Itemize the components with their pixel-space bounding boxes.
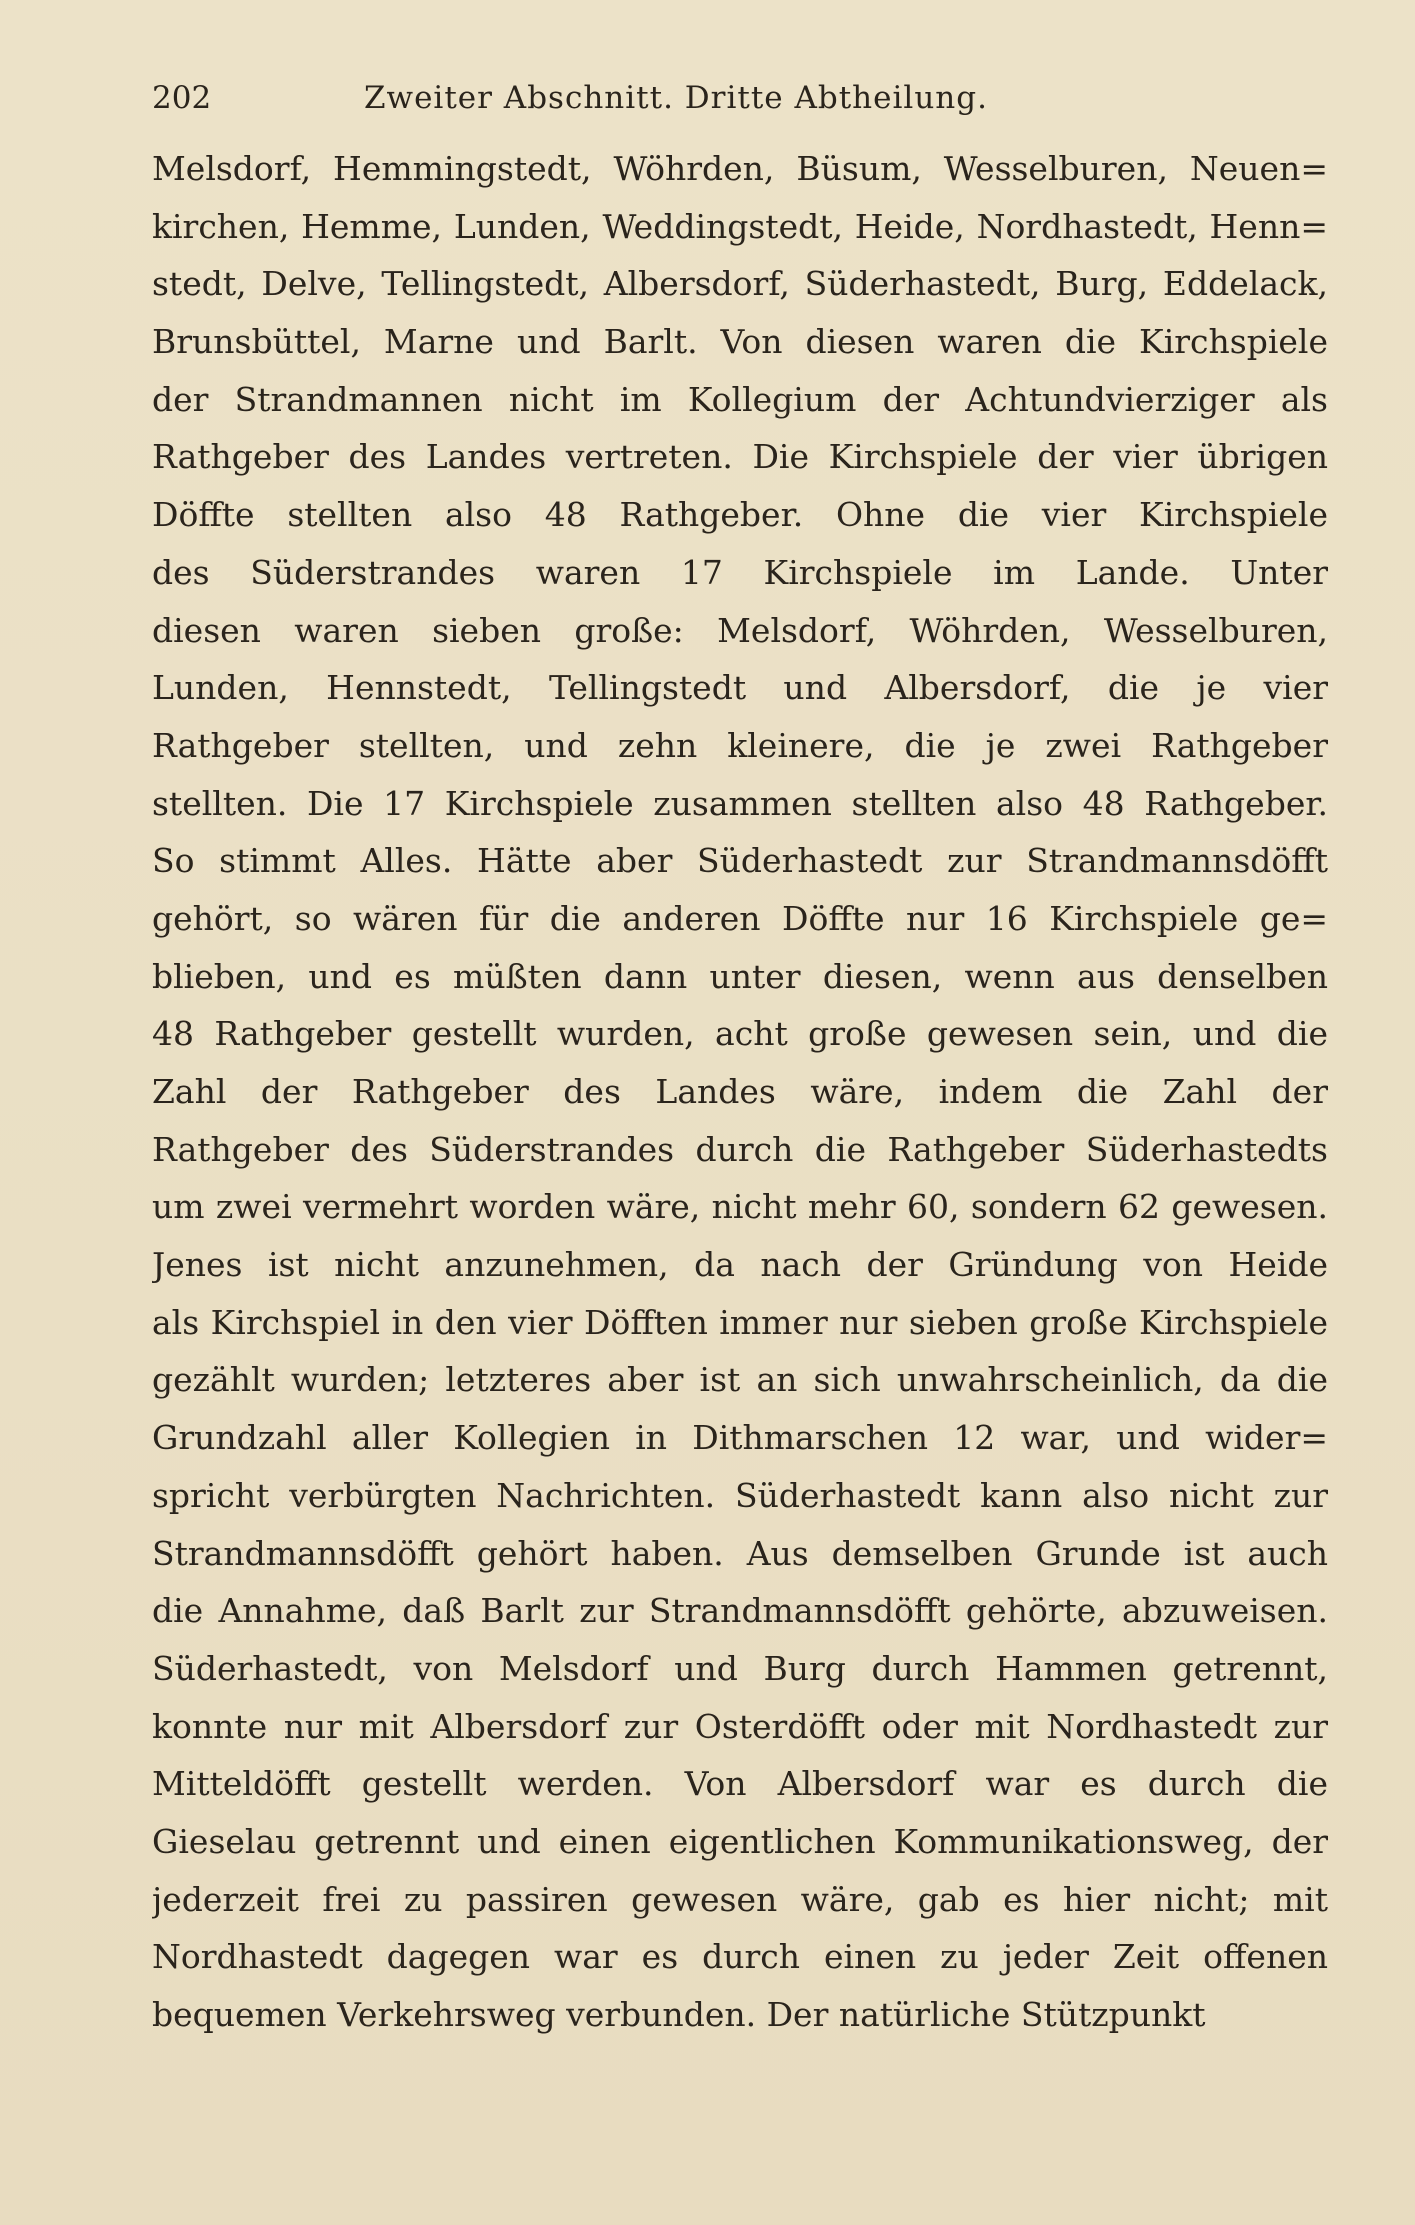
text-line: 48 Rathgeber gestellt wurden, acht große gewesen sein, und die (152, 1014, 1328, 1054)
text-line: um zwei vermehrt worden wäre, nicht mehr 60, sondern 62 gewesen. (152, 1187, 1328, 1227)
text-line: bequemen Verkehrsweg verbunden. Der natürliche Stützpunkt (152, 1995, 1206, 2034)
text-line: stedt, Delve, Tellingstedt, Albersdorf, Süderhastedt, Burg, Eddelack, (152, 264, 1328, 304)
text-line: konnte nur mit Albersdorf zur Osterdöfft oder mit Nordhastedt zur (152, 1706, 1328, 1746)
page-header (152, 72, 1328, 124)
text-line: Gieselau getrennt und einen eigentlichen Kommunikationsweg, der (152, 1821, 1328, 1861)
text-line: der Strandmannen nicht im Kollegium der Achtundvierziger als (152, 379, 1328, 419)
text-line: Mitteldöfft gestellt werden. Von Albersdorf war es durch die (152, 1764, 1328, 1804)
text-line: Rathgeber des Landes vertreten. Die Kirchspiele der vier übrigen (152, 437, 1328, 477)
text-line: Süderhastedt, von Melsdorf und Burg durch Hammen getrennt, (152, 1648, 1328, 1688)
text-line: des Süderstrandes waren 17 Kirchspiele im Lande. Unter (152, 552, 1328, 592)
text-line: kirchen, Hemme, Lunden, Weddingstedt, Heide, Nordhastedt, Henn= (152, 206, 1328, 246)
text-line: Rathgeber des Süderstrandes durch die Rathgeber Süderhastedts (152, 1129, 1328, 1169)
text-line: gehört, so wären für die anderen Döffte nur 16 Kirchspiele ge= (152, 898, 1328, 938)
text-line: stellten. Die 17 Kirchspiele zusammen stellten also 48 Rathgeber. (152, 783, 1328, 823)
text-line: spricht verbürgten Nachrichten. Süderhastedt kann also nicht zur (152, 1475, 1328, 1515)
running-head: Zweiter Abschnitt. Dritte Abtheilung. (364, 80, 988, 116)
text-line: Zahl der Rathgeber des Landes wäre, indem die Zahl der (152, 1072, 1328, 1111)
text-line: Döffte stellten also 48 Rathgeber. Ohne die vier Kirchspiele (152, 495, 1328, 535)
text-line: blieben, und es müßten dann unter diesen, wenn aus denselben (152, 956, 1328, 996)
text-line: Grundzahl aller Kollegien in Dithmarschen 12 war, und wider= (152, 1418, 1328, 1458)
text-line: So stimmt Alles. Hätte aber Süderhastedt zur Strandmannsdöfft (152, 841, 1328, 881)
text-line: Lunden, Hennstedt, Tellingstedt und Albersdorf, die je vier (152, 668, 1328, 708)
text-line: Jenes ist nicht anzunehmen, da nach der Gründung von Heide (152, 1245, 1328, 1285)
text-line: die Annahme, daß Barlt zur Strandmannsdöfft gehörte, abzuweisen. (152, 1591, 1328, 1631)
text-line: jederzeit frei zu passiren gewesen wäre, gab es hier nicht; mit (152, 1879, 1328, 1919)
text-line: Strandmannsdöfft gehört haben. Aus demselben Grunde ist auch (152, 1533, 1328, 1573)
text-line: Rathgeber stellten, und zehn kleinere, die je zwei Rathgeber (152, 725, 1328, 765)
body-text (152, 140, 1328, 2044)
page-number: 202 (152, 80, 212, 116)
text-line: Melsdorf, Hemmingstedt, Wöhrden, Büsum, Wesselburen, Neuen= (152, 149, 1328, 188)
text-line: als Kirchspiel in den vier Döfften immer nur sieben große Kirchspiele (152, 1302, 1328, 1342)
text-line: diesen waren sieben große: Melsdorf, Wöhrden, Wesselburen, (152, 610, 1328, 650)
text-line: Nordhastedt dagegen war es durch einen zu jeder Zeit offenen (152, 1937, 1328, 1977)
text-line: gezählt wurden; letzteres aber ist an sich unwahrscheinlich, da die (152, 1360, 1328, 1400)
text-line: Brunsbüttel, Marne und Barlt. Von diesen waren die Kirchspiele (152, 322, 1328, 362)
